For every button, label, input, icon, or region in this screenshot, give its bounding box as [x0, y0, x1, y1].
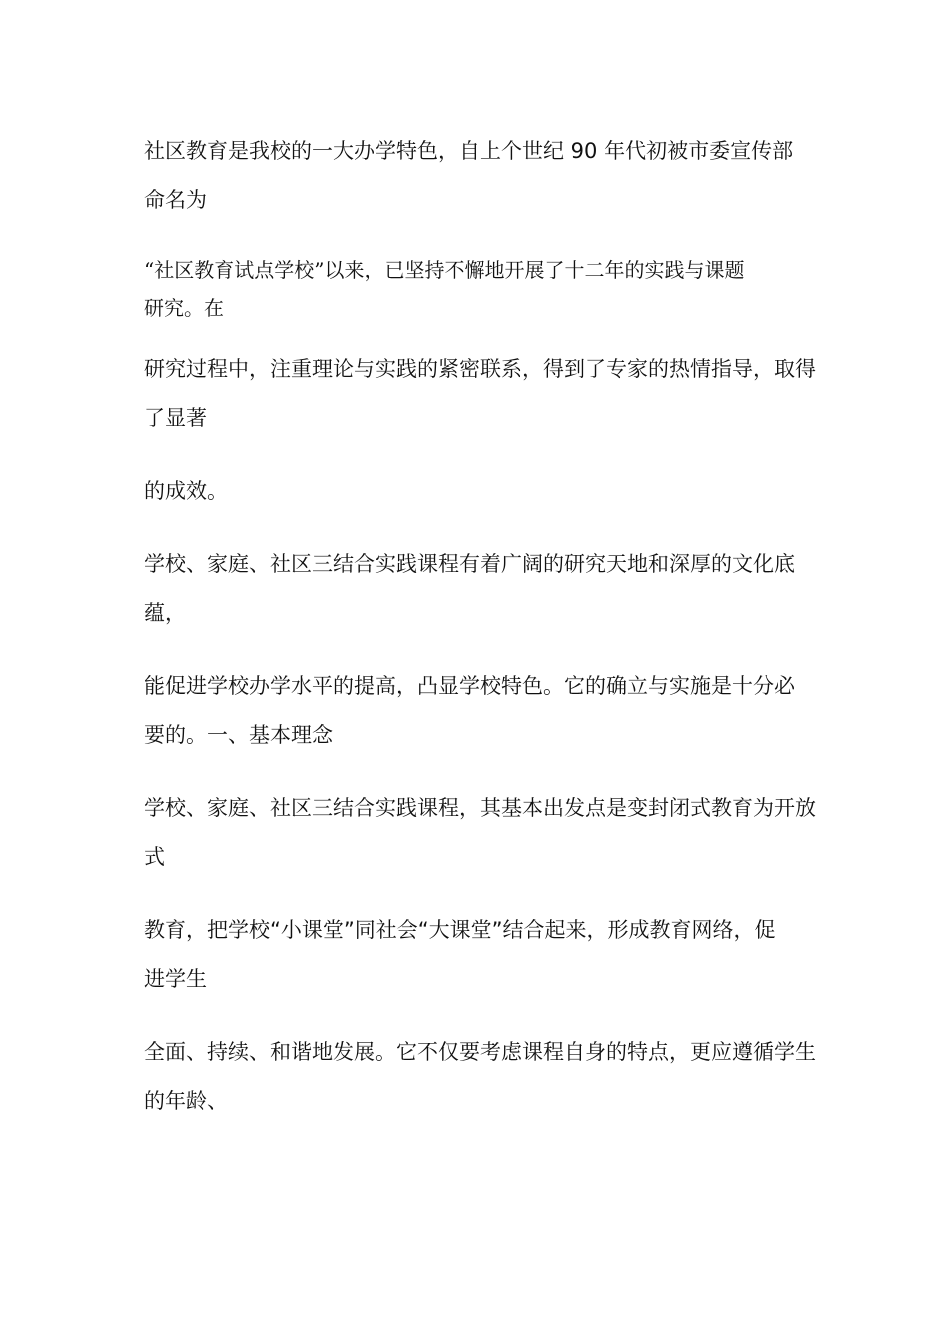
- paragraph-line: 式: [144, 845, 165, 869]
- paragraph-1: [144, 127, 814, 225]
- paragraph-2: [144, 251, 814, 327]
- paragraph-5: [144, 540, 814, 638]
- paragraph-line: 研究过程中，注重理论与实践的紧密联系，得到了专家的热情指导，取得: [144, 357, 816, 381]
- paragraph-7: [144, 784, 814, 882]
- paragraph-line: 社区教育是我校的一大办学特色，自上个世纪 90 年代初被市委宣传部: [144, 139, 794, 163]
- paragraph-line: 要的。一、基本理念: [144, 723, 333, 747]
- paragraph-line: 学校、家庭、社区三结合实践课程有着广阔的研究天地和深厚的文化底: [144, 552, 795, 576]
- paragraph-line: 能促进学校办学水平的提高，凸显学校特色。它的确立与实施是十分必: [144, 674, 795, 698]
- paragraph-8: [144, 906, 814, 1004]
- paragraph-3: [144, 345, 814, 443]
- paragraph-9: [144, 1028, 814, 1126]
- paragraph-6: [144, 662, 814, 760]
- paragraph-line: 进学生: [144, 967, 207, 991]
- paragraph-line: 学校、家庭、社区三结合实践课程，其基本出发点是变封闭式教育为开放: [144, 796, 816, 820]
- paragraph-line: 的年龄、: [144, 1089, 228, 1113]
- paragraph-line: 教育，把学校“小课堂”同社会“大课堂”结合起来，形成教育网络，促: [144, 918, 776, 942]
- paragraph-line: 蕴，: [144, 601, 186, 625]
- paragraph-line: 了显著: [144, 406, 207, 430]
- paragraph-line: 的成效。: [144, 479, 228, 503]
- paragraph-line: “社区教育试点学校”以来，已坚持不懈地开展了十二年的实践与课题: [144, 258, 745, 282]
- paragraph-line: 研究。在: [144, 296, 224, 320]
- paragraph-line: 命名为: [144, 188, 207, 212]
- paragraph-line: 全面、持续、和谐地发展。它不仅要考虑课程自身的特点，更应遵循学生: [144, 1040, 816, 1064]
- paragraph-4: [144, 467, 814, 516]
